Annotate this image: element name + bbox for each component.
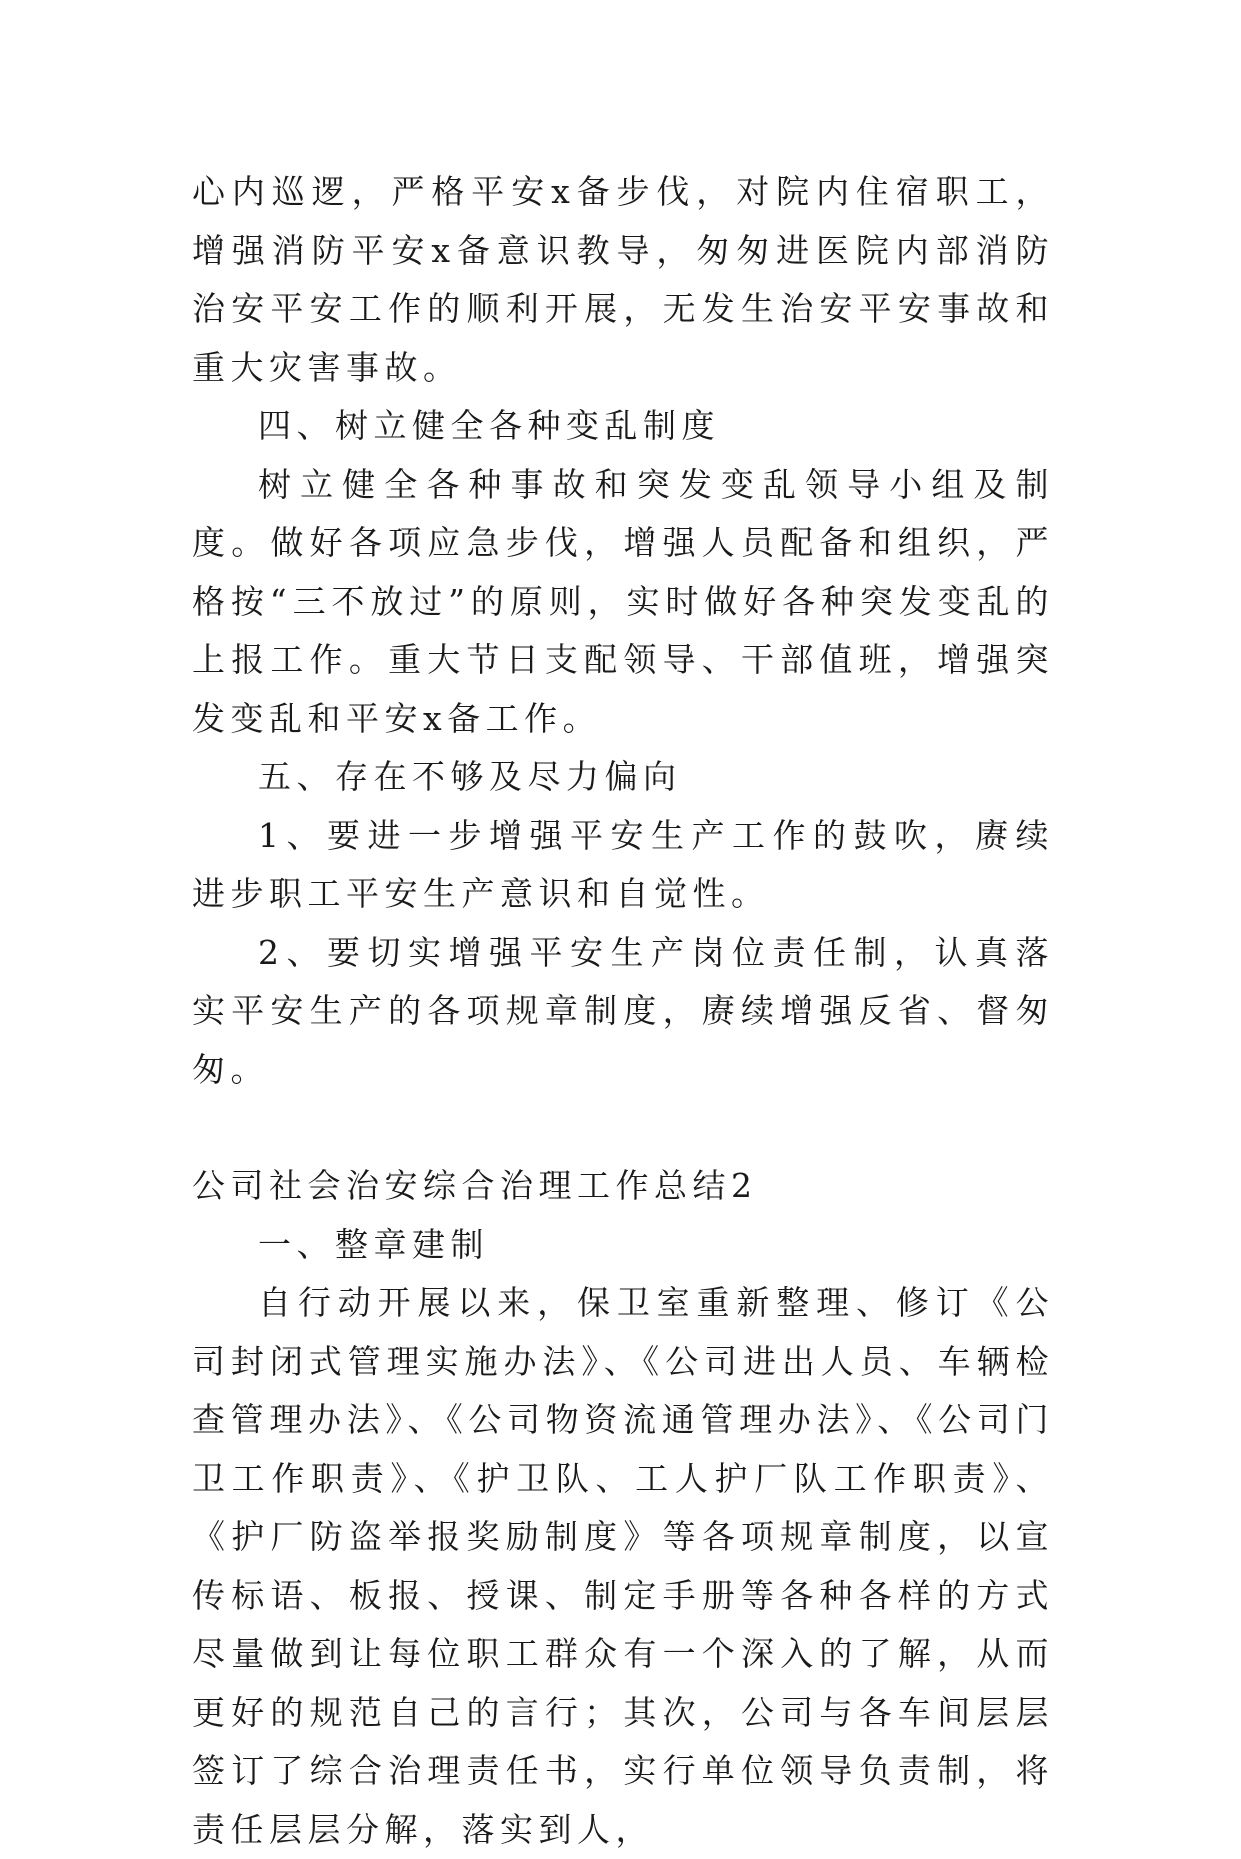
list-item-2: 2、要切实增强平安生产岗位责任制，认真落实平安生产的各项规章制度，赓续增强反省、督匆匆。	[192, 932, 1054, 1089]
section-paragraph-4: 树立健全各种事故和突发变乱领导小组及制度。做好各项应急步伐，增强人员配备和组织，严格按“三不放过”的原则，实时做好各种突发变乱的上报工作。重大节日支配领导、干部值班，增强突发变乱和平安x备工作。	[192, 464, 1054, 738]
list-item-1: 1、要进一步增强平安生产工作的鼓吹，赓续进步职工平安生产意识和自觉性。	[192, 815, 1054, 913]
section-heading-1: 一、整章建制	[258, 1224, 489, 1264]
section-heading-4: 四、树立健全各种变乱制度	[258, 406, 720, 445]
section-gap	[192, 1099, 1054, 1157]
continued-paragraph: 心内巡逻，严格平安x备步伐，对院内住宿职工，增强消防平安x备意识教导，匆匆进医院内部消防治安平安工作的顺利开展，无发生治安平安事故和重大灾害事故。	[192, 172, 1054, 387]
section-heading-5: 五、存在不够及尽力偏向	[258, 757, 682, 796]
document-body	[192, 163, 1054, 1859]
document-title-2: 公司社会治安综合治理工作总结2	[192, 1166, 758, 1205]
section-paragraph-1: 自行动开展以来，保卫室重新整理、修订《公司封闭式管理实施办法》、《公司进出人员、车辆检查管理办法》、《公司物资流通管理办法》、《公司门卫工作职责》、《护卫队、工人护厂队工作职责》、《护厂防盗举报奖励制度》等各项规章制度，以宣传标语、板报、授课、制定手册等各种各样的方式尽量做到让每位职工群众有一个深入的了解，从而更好的规范自己的言行；其次，公司与各车间层层签订了综合治理责任书，实行单位领导负责制，将责任层层分解，落实到人，	[192, 1283, 1054, 1849]
